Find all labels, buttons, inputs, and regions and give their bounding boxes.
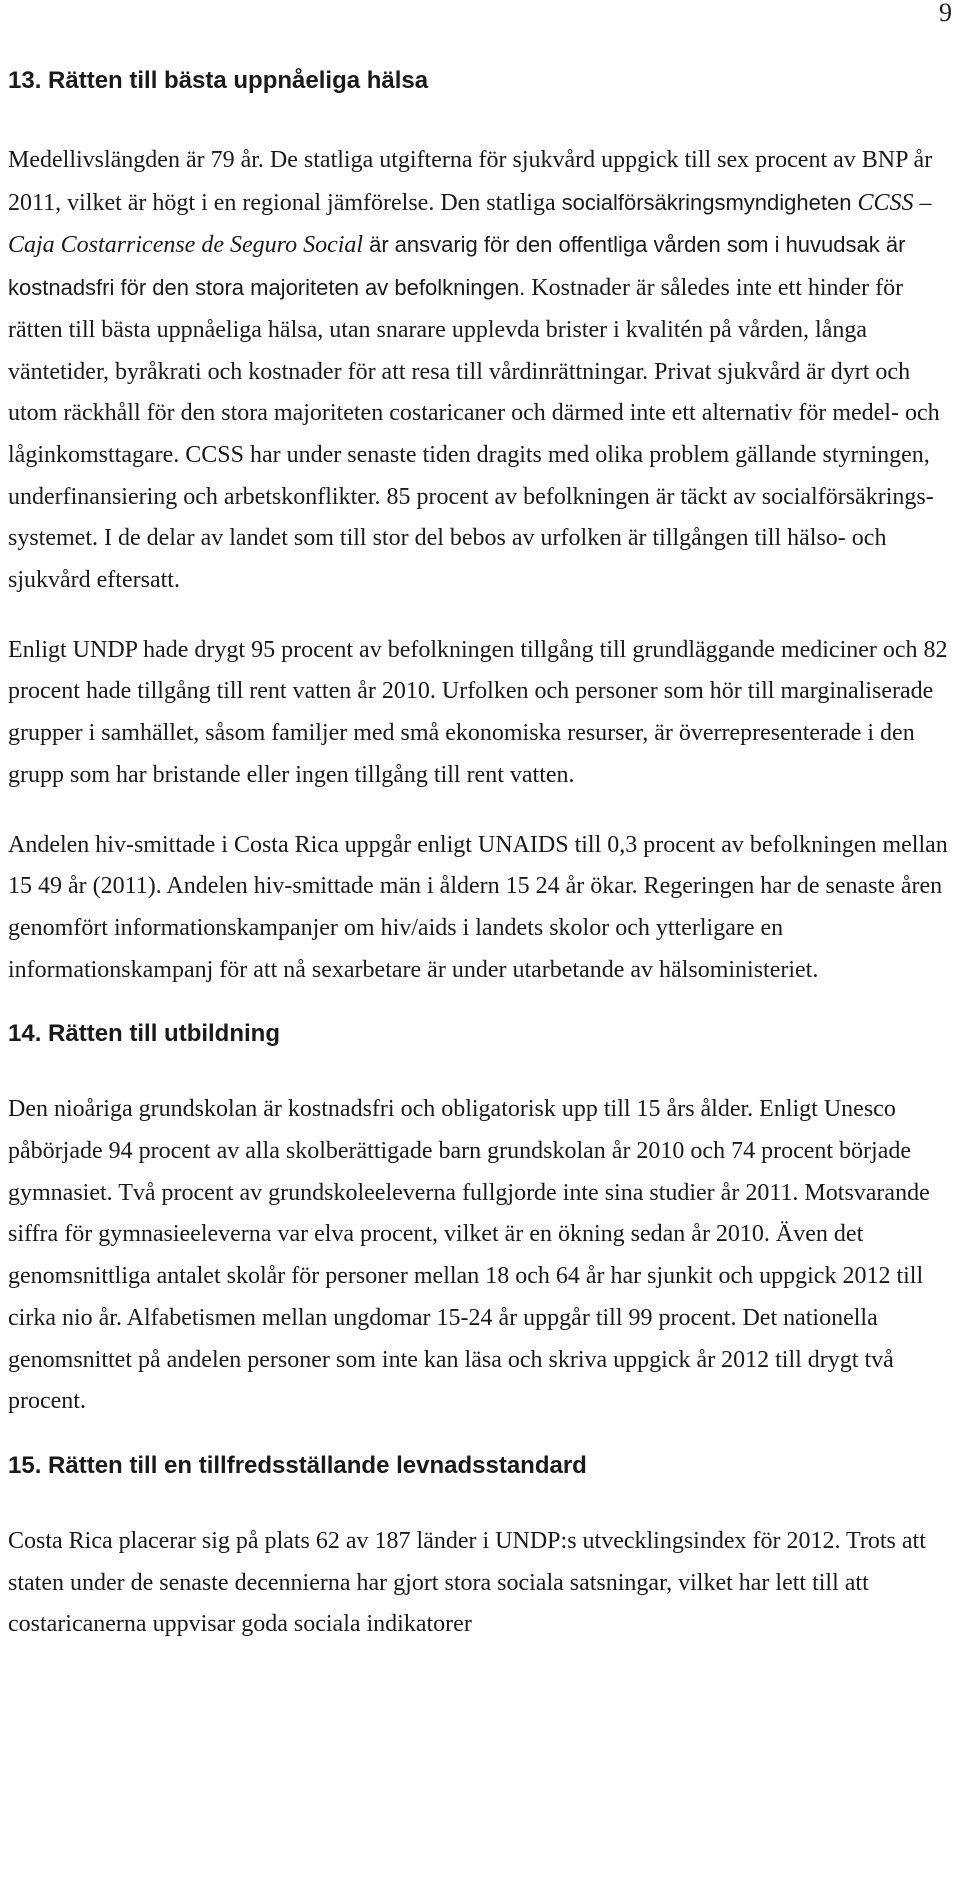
paragraph-health-care-part6: Kostnader är således inte ett hinder för rätten till bästa uppnåeliga hälsa, utan snarare upplevda brister i kvalitén på vården, långa väntetider, byråkrati och kostnader för att resa till vårdinrättningar. Privat sjukvård är dyrt och utom räckhåll för den stora majoriteten costaricaner och därmed inte ett alternativ för medel- och låginkomsttagare. CCSS har under senaste tiden dragits med olika problem gällande styrningen, underfinansiering och arbetskonflikter. 85 procent av befolkningen är täckt av socialförsäkrings-systemet. I de delar av landet som till stor del bebos av urfolken är tillgången till hälso- och sjukvård eftersatt. (8, 275, 940, 594)
paragraph-health-care-part4: är (369, 232, 389, 258)
section-heading-health: 13. Rätten till bästa uppnåeliga hälsa (8, 67, 429, 94)
paragraph-living-standard: Costa Rica placerar sig på plats 62 av 187 länder i UNDP:s utvecklingsindex för 2012. Trots att staten under de senaste decennierna har gjort stora sociala satsningar, vilket har lett till att costaricanerna uppvisar goda sociala indikatorer (8, 1527, 926, 1638)
section-heading-living-standard: 15. Rätten till en tillfredsställande levnadsstandard (8, 1451, 587, 1479)
page-number: 9 (939, 0, 952, 27)
paragraph-education: Den nioåriga grundskolan är kostnadsfri och obligatorisk upp till 15 års ålder. Enligt Unesco påbörjade 94 procent av alla skolberättigade barn grundskolan år 2010 och 74 procent började gymnasiet. Två procent av grundskoleeleverna fullgjorde inte sina studier år 2011. Motsvarande siffra för gymnasieeleverna var elva procent, vilket är en ökning sedan år 2010. Även det genomsnittliga antalet skolår för personer mellan 18 och 64 år har sjunkit och uppgick 2012 till cirka nio år. Alfabetismen mellan ungdomar 15-24 år uppgår till 99 procent. Det nationella genomsnittet på andelen personer som inte kan läsa och skriva uppgick år 2012 till drygt två procent. (8, 1096, 930, 1415)
paragraph-health-care-part2: socialförsäkringsmyndigheten (561, 189, 852, 215)
paragraph-health-care-part5: ansvarig för den offentliga vården som i huvudsak är kostnadsfri för den stora majoriteten av befolkningen. (8, 232, 906, 301)
ccss-name: CCSS – Caja Costarricense de Seguro Social (8, 189, 932, 259)
document-body (8, 66, 948, 1646)
paragraph-health-care-part1: Medellivslängden är 79 år. De statliga utgifterna för sjukvård uppgick till sex procent av BNP år 2011, vilket är högt i en regional jämförelse. Den statliga (8, 147, 933, 216)
paragraph-health-care (8, 140, 948, 602)
paragraph-hiv: Andelen hiv-smittade i Costa Rica uppgår enligt UNAIDS till 0,3 procent av befolkningen mellan 15 49 år (2011). Andelen hiv-smittade män i åldern 15 24 år ökar. Regeringen har de senaste åren genomfört informationskampanjer om hiv/aids i landets skolor och ytterligare en informationskampanj för att nå sexarbetare är under utarbetande av hälsoministeriet. (8, 831, 948, 983)
section-heading-education: 14. Rätten till utbildning (8, 1020, 280, 1048)
paragraph-water-access: Enligt UNDP hade drygt 95 procent av befolkningen tillgång till grundläggande mediciner och 82 procent hade tillgång till rent vatten år 2010. Urfolken och personer som hör till marginaliserade grupper i samhället, såsom familjer med små ekonomiska resurser, är överrepresenterade i den grupp som har bristande eller ingen tillgång till rent vatten. (8, 636, 948, 788)
